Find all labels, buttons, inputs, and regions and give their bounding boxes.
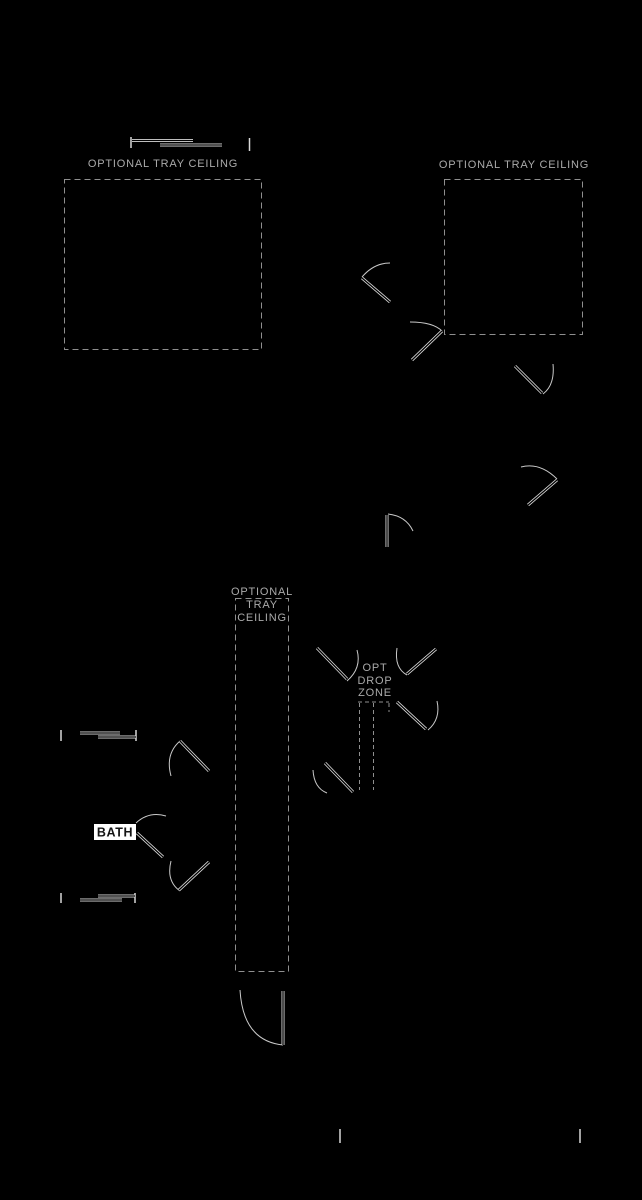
door-swing-icon <box>313 763 353 793</box>
door-swing-icon <box>240 990 283 1045</box>
tray-ceiling-center-line1: OPTIONAL <box>230 586 294 598</box>
tray-ceiling-center-outline <box>236 599 289 972</box>
door-swing-icon <box>515 364 553 394</box>
door-swing-icon <box>410 322 442 360</box>
door-swing-icon <box>170 861 209 891</box>
door-swing-icon <box>521 466 557 505</box>
tray-ceiling-center-line2: TRAY <box>246 599 278 611</box>
tray-ceiling-right-outline <box>445 180 583 335</box>
door-swing-icon <box>387 514 413 547</box>
drop-zone-line1: OPT <box>362 662 388 674</box>
tray-ceiling-center-label <box>231 586 293 624</box>
tray-ceiling-left-label: OPTIONAL TRAY CEILING <box>87 158 239 170</box>
drop-zone-line3: ZONE <box>358 687 392 699</box>
drop-zone-outline <box>358 702 389 790</box>
sliding-window-icon <box>131 137 250 151</box>
bath-label-text: BATH <box>96 825 134 840</box>
door-swing-icon <box>317 648 358 681</box>
door-swing-icon <box>397 701 438 730</box>
door-swing-icon <box>396 648 436 675</box>
drop-zone-label <box>358 662 393 699</box>
sliding-window-icon <box>61 893 135 903</box>
drop-zone-line2: DROP <box>357 675 393 687</box>
tray-ceiling-left-outline <box>65 180 262 350</box>
sliding-window-icon <box>61 730 136 741</box>
tray-ceiling-center-line3: CEILING <box>237 612 287 624</box>
bath-label <box>94 824 136 840</box>
window-icon <box>340 1129 580 1143</box>
tray-ceiling-right-label: OPTIONAL TRAY CEILING <box>438 159 590 171</box>
door-swing-icon <box>169 741 209 776</box>
door-swing-icon <box>136 815 166 857</box>
door-swing-icon <box>362 263 390 302</box>
